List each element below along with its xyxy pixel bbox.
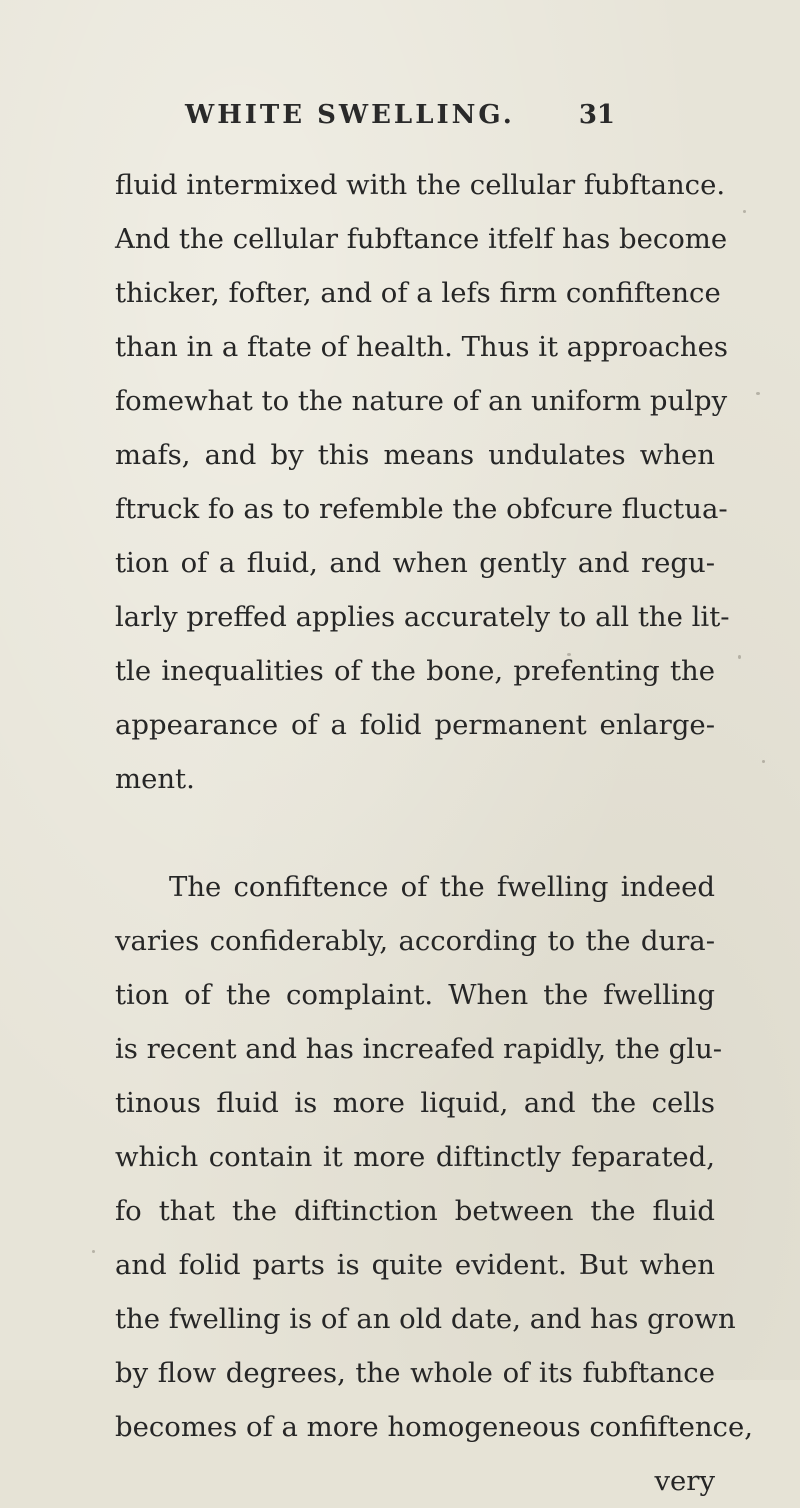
text-line: The confiftence of the fwelling indeed [169, 871, 715, 903]
text-line: than in a ftate of health. Thus it approaches [115, 331, 728, 363]
text-line: fo that the diftinction between the fluid [115, 1195, 715, 1227]
text-line: fluid intermixed with the cellular fubftance. [115, 169, 726, 201]
paper-speck [762, 760, 765, 763]
text-line: by flow degrees, the whole of its fubftance [115, 1357, 715, 1389]
paragraph-2 [115, 860, 753, 1454]
text-line: larly preffed applies accurately to all the lit- [115, 601, 730, 633]
paragraph-gap [115, 806, 715, 860]
text-line: mafs, and by this means undulates when [115, 439, 715, 471]
text-line: tion of the complaint. When the fwelling [115, 979, 715, 1011]
paper-speck [738, 655, 741, 659]
text-line: is recent and has increafed rapidly, the glu- [115, 1033, 723, 1065]
paper-speck [743, 210, 746, 213]
text-line: becomes of a more homogeneous confiftence, [115, 1411, 753, 1443]
page-number: 31 [578, 100, 615, 130]
text-line: tion of a fluid, and when gently and regu- [115, 547, 715, 579]
text-line: thicker, fofter, and of a lefs firm confiftence [115, 277, 721, 309]
text-line: and folid parts is quite evident. But when [115, 1249, 715, 1281]
text-line: the fwelling is of an old date, and has grown [115, 1303, 736, 1335]
text-line: tinous fluid is more liquid, and the cells [115, 1087, 715, 1119]
text-line: fomewhat to the nature of an uniform pulpy [115, 385, 728, 417]
text-line: ment. [115, 763, 195, 795]
running-head [185, 100, 615, 140]
text-line: tle inequalities of the bone, prefenting the [115, 655, 715, 687]
catchword: very [654, 1465, 715, 1497]
paragraph-1 [115, 158, 730, 806]
paper-speck [567, 653, 571, 656]
text-line: And the cellular fubftance itfelf has become [115, 223, 728, 255]
text-line: ftruck fo as to refemble the obfcure fluctua- [115, 493, 728, 525]
paper-speck [756, 392, 760, 395]
running-title: WHITE SWELLING. [185, 100, 515, 130]
paper-speck [92, 1250, 95, 1253]
body-text [115, 158, 753, 1508]
text-line: varies confiderably, according to the dura- [115, 925, 715, 957]
text-line: appearance of a folid permanent enlarge- [115, 709, 715, 741]
text-line: which contain it more diftinctly feparated, [115, 1141, 715, 1173]
